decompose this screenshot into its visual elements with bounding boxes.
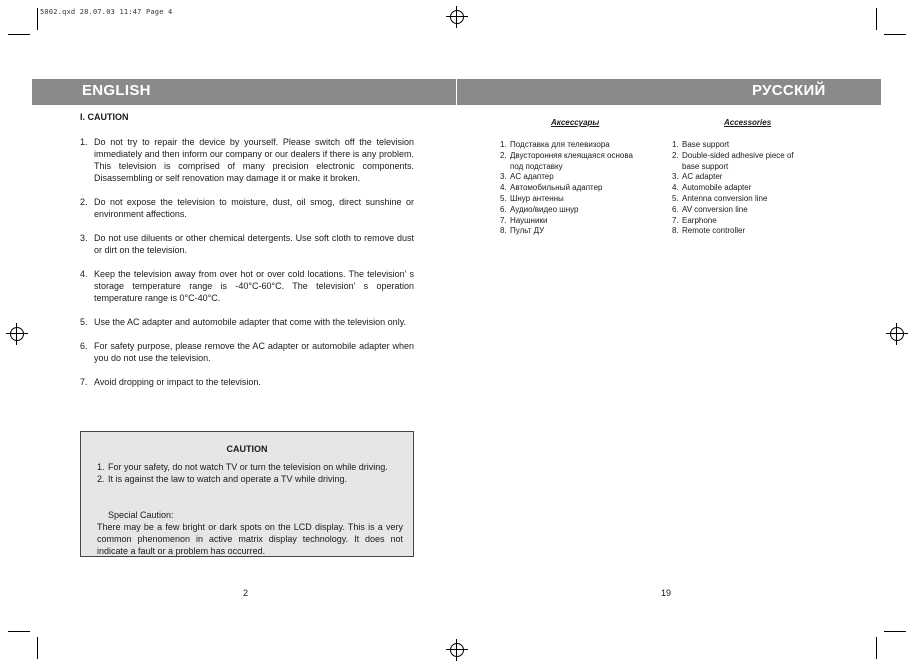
list-item: 1. Base support [672, 140, 730, 149]
list-item: 3. AC adapter [672, 172, 723, 182]
list-item: 7. Наушники [500, 215, 548, 225]
crop-mark [8, 631, 30, 632]
special-caution-text: There may be a few bright or dark spots on the LCD display. This is a very common phenomenon in active matrix display technology. It does not indicate a fault or a problem has occurred. [97, 522, 403, 556]
list-item: 3. AC адаптер [500, 172, 554, 182]
crop-mark [884, 631, 906, 632]
crop-mark [876, 637, 877, 659]
crop-mark [37, 8, 38, 30]
section-title: I. CAUTION [80, 112, 129, 122]
list-item: 8. Пульт ДУ [500, 226, 545, 236]
registration-mark [886, 323, 908, 345]
list-item: 8. Remote controller [672, 226, 746, 236]
list-item: 5. Шнур антенны [500, 193, 564, 203]
registration-mark [6, 323, 28, 345]
list-item: 6. For safety purpose, please remove the AC adapter or automobile adapter when you do not use the television. [80, 341, 414, 363]
crop-mark [876, 8, 877, 30]
list-item: 5. Antenna conversion line [672, 193, 768, 203]
crop-mark [8, 34, 30, 35]
file-slug: 5002.qxd 28.07.03 11:47 Page 4 [40, 8, 173, 16]
list-item: 2. Двусторонняя клеящаяся основа под подставку [500, 150, 633, 171]
header-title-russian: РУССКИЙ [752, 82, 826, 99]
registration-mark [446, 639, 468, 661]
list-item: 6. Аудио/видео шнур [500, 204, 579, 214]
list-item: 4. Automobile adapter [672, 183, 752, 193]
list-item: 5. Use the AC adapter and automobile adapter that come with the television only. [80, 317, 407, 327]
list-item: 4. Автомобильный адаптер [500, 183, 603, 193]
special-caution-label: Special Caution: [108, 510, 174, 520]
crop-mark [37, 637, 38, 659]
accessories-list-en [672, 140, 812, 237]
list-item: 3. Do not use diluents or other chemical detergents. Use soft cloth to remove dust or dirt on the television. [80, 233, 414, 255]
caution-box-title: CAUTION [226, 444, 268, 454]
caution-list [80, 136, 414, 400]
list-item: 1. Do not try to repair the device by yourself. Please switch off the television immediately and then inform our company or our dealers if there is any problem. This television is comprised of many precision electronic components. Disassembling or self renovation may damage it or make it broken. [80, 137, 414, 183]
crop-mark [884, 34, 906, 35]
list-item: 2. Do not expose the television to moisture, dust, oil smog, direct sunshine or environment affections. [80, 197, 414, 219]
page-number-right: 19 [661, 588, 672, 598]
list-item: 6. AV conversion line [672, 204, 748, 214]
accessories-list-ru [500, 140, 640, 237]
caution-box [80, 431, 414, 557]
registration-mark [446, 6, 468, 28]
list-item: 7. Earphone [672, 215, 717, 225]
header-title-english: ENGLISH [82, 82, 151, 99]
accessories-heading-en: Accessories [724, 118, 772, 127]
accessories-heading-ru: Аксессуары [551, 118, 600, 127]
list-item: 4. Keep the television away from over hot or over cold locations. The television’ s storage temperature range is -40°C-60°C. The television’ s operation temperature range is 0°C-40°C. [80, 269, 414, 303]
list-item: 2. It is against the law to watch and operate a TV while driving. [97, 474, 347, 484]
page-number-left: 2 [243, 588, 249, 598]
list-item: 1. Подставка для телевизора [500, 140, 610, 149]
list-item: 7. Avoid dropping or impact to the television. [80, 377, 261, 387]
caution-box-list [97, 461, 401, 485]
list-item: 1. For your safety, do not watch TV or turn the television on while driving. [97, 462, 388, 472]
list-item: 2. Double-sided adhesive piece of base support [672, 150, 794, 171]
